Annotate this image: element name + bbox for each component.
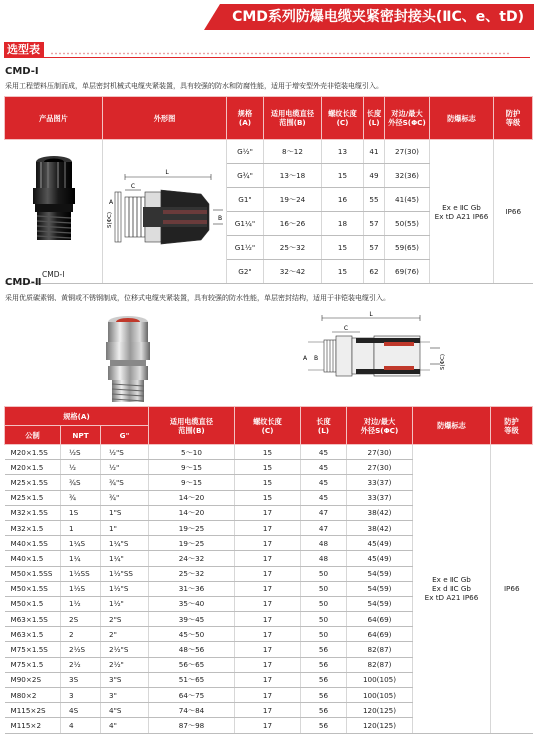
table-cell: 17 xyxy=(235,718,301,733)
table-cell: 1½ xyxy=(61,596,101,611)
table-cell: 18 xyxy=(322,212,364,236)
table-cell: 13～18 xyxy=(264,164,322,188)
table-cell: 48 xyxy=(301,536,347,551)
table-cell: 15 xyxy=(322,236,364,260)
table-cell: 3"S xyxy=(101,672,149,687)
table-cell: 69(76) xyxy=(385,260,430,284)
table-cell: 17 xyxy=(235,596,301,611)
table-cell: 1½" xyxy=(101,596,149,611)
table-cell: ¾"S xyxy=(101,475,149,490)
table-cell: ½S xyxy=(61,445,101,460)
outline-label-s: S(ΦC) xyxy=(107,211,113,228)
table-cell: M50×1.5 xyxy=(5,596,61,611)
outline-label-b: B xyxy=(217,214,223,222)
table-cell: 17 xyxy=(235,688,301,703)
table-cell: 45(49) xyxy=(347,536,413,551)
table-cell: 50(55) xyxy=(385,212,430,236)
table-cell: 120(125) xyxy=(347,703,413,718)
table-cell: 50 xyxy=(301,627,347,642)
table-cell: 41 xyxy=(364,140,385,164)
table-cell: M40×1.5S xyxy=(5,536,61,551)
table-cell: 27(30) xyxy=(347,460,413,475)
cmd1-ex-mark xyxy=(430,140,494,284)
table-cell: 33(37) xyxy=(347,475,413,490)
table-cell: 16 xyxy=(322,188,364,212)
header-ip: 防护 等级 xyxy=(494,97,533,140)
table-cell: 56 xyxy=(301,657,347,672)
page-header xyxy=(0,0,534,32)
table-cell: 54(59) xyxy=(347,596,413,611)
table-cell: 82(87) xyxy=(347,642,413,657)
outline-label-l: L xyxy=(165,168,169,176)
table-cell: 57 xyxy=(364,212,385,236)
cmd2-table-body xyxy=(5,445,533,734)
table-cell: 14～20 xyxy=(149,505,235,520)
table-cell: 1½S xyxy=(61,581,101,596)
table-cell: 50 xyxy=(301,612,347,627)
table-cell: 15 xyxy=(235,460,301,475)
table-cell: 45(49) xyxy=(347,551,413,566)
table-cell: 47 xyxy=(301,505,347,520)
table-cell: 56 xyxy=(301,703,347,718)
table-cell: 55 xyxy=(364,188,385,212)
table-cell: M20×1.5 xyxy=(5,460,61,475)
table-cell: M115×2 xyxy=(5,718,61,733)
table-cell: 82(87) xyxy=(347,657,413,672)
table-cell: 15 xyxy=(322,260,364,284)
table-cell: M75×1.5 xyxy=(5,657,61,672)
table-cell: 17 xyxy=(235,536,301,551)
table-cell: 17 xyxy=(235,627,301,642)
table-cell: 1¼"S xyxy=(101,536,149,551)
table-cell: 100(105) xyxy=(347,688,413,703)
table-cell: 8～12 xyxy=(264,140,322,164)
table-cell: 17 xyxy=(235,551,301,566)
table-cell: 4" xyxy=(101,718,149,733)
outline-label-c: C xyxy=(130,182,136,190)
cmd2-product-photo xyxy=(88,312,168,404)
table-cell: ¾S xyxy=(61,475,101,490)
table-cell: 1½"SS xyxy=(101,566,149,581)
cmd1-description: 采用工程塑料压制而成，单层密封机械式电缆夹紧装置，具有较强的防水和防腐性能，适用于增安型外壳非铠装电缆引入。 xyxy=(5,82,383,90)
table-cell: 47 xyxy=(301,520,347,535)
table-cell: M63×1.5 xyxy=(5,627,61,642)
header-photo: 产品图片 xyxy=(5,97,103,140)
table-cell: 41(45) xyxy=(385,188,430,212)
table-cell: ¾" xyxy=(101,490,149,505)
table-cell: 17 xyxy=(235,672,301,687)
section-header xyxy=(4,42,530,58)
table-cell: 33(37) xyxy=(347,490,413,505)
table-cell: 9～15 xyxy=(149,460,235,475)
table-cell: 14～20 xyxy=(149,490,235,505)
table-cell: 56 xyxy=(301,642,347,657)
table-cell: M80×2 xyxy=(5,688,61,703)
table-cell: 1¼" xyxy=(101,551,149,566)
table-cell: 45 xyxy=(301,445,347,460)
table-cell: 19～25 xyxy=(149,520,235,535)
table-cell: 27(30) xyxy=(385,140,430,164)
ex-mark-line: Ex tD A21 IP66 xyxy=(434,211,489,221)
table-cell: 64～75 xyxy=(149,688,235,703)
header-thread: 规格 (A) xyxy=(227,97,264,140)
table-cell: 17 xyxy=(235,566,301,581)
header-thread-length: 螺纹长度 (C) xyxy=(322,97,364,140)
table-cell: 17 xyxy=(235,657,301,672)
table-cell: 16～26 xyxy=(264,212,322,236)
table-cell: G1" xyxy=(227,188,264,212)
ex-mark-line: Ex e ⅡC Gb xyxy=(432,575,471,585)
table-cell: 56 xyxy=(301,688,347,703)
table-cell: 38(42) xyxy=(347,505,413,520)
header-metric: 公制 xyxy=(5,426,61,445)
table-cell: 17 xyxy=(235,581,301,596)
table-cell: M40×1.5 xyxy=(5,551,61,566)
cmd2-ex-mark xyxy=(413,445,491,734)
cmd1-ip-rating: IP66 xyxy=(494,140,533,284)
table-cell: 87～98 xyxy=(149,718,235,733)
table-cell: 2½" xyxy=(101,657,149,672)
table-cell: 45 xyxy=(301,490,347,505)
page-title: CMD系列防爆电缆夹紧密封接头(ⅡC、e、tD) xyxy=(232,9,524,25)
table-cell: 45 xyxy=(301,460,347,475)
cmd2-ip-rating: IP66 xyxy=(491,445,533,734)
table-cell: 54(59) xyxy=(347,581,413,596)
table-cell: M20×1.5S xyxy=(5,445,61,460)
table-cell: 1"S xyxy=(101,505,149,520)
table-cell: 1½"S xyxy=(101,581,149,596)
header-cable-range: 适用电缆直径 范围(B) xyxy=(149,407,235,445)
table-cell: 15 xyxy=(235,490,301,505)
header-g: G" xyxy=(101,426,149,445)
table-cell: 64(69) xyxy=(347,627,413,642)
table-cell: 3S xyxy=(61,672,101,687)
table-cell: 120(125) xyxy=(347,718,413,733)
header-thread: 规格(A) xyxy=(5,407,149,426)
ex-mark-line: Ex tD A21 IP66 xyxy=(424,593,479,603)
ex-mark-line: Ex e ⅡC Gb xyxy=(442,202,481,212)
table-cell: G½" xyxy=(227,140,264,164)
cmd1-outline-drawing xyxy=(103,142,227,280)
table-cell: 39～45 xyxy=(149,612,235,627)
cmd1-table xyxy=(4,96,533,284)
outline2-label-c: C xyxy=(343,325,349,332)
table-cell: 32(36) xyxy=(385,164,430,188)
outline-label-a: A xyxy=(108,198,114,206)
table-cell: M50×1.5SS xyxy=(5,566,61,581)
cmd2-title: CMD-Ⅱ xyxy=(5,277,42,288)
table-cell: 1 xyxy=(61,520,101,535)
table-cell: 45 xyxy=(301,475,347,490)
table-cell: 56 xyxy=(301,672,347,687)
table-cell: 25～32 xyxy=(264,236,322,260)
cmd1-photo-cell xyxy=(5,140,103,284)
table-cell: 57 xyxy=(364,236,385,260)
table-cell: 35～40 xyxy=(149,596,235,611)
table-cell: 2"S xyxy=(101,612,149,627)
header-ex-mark: 防爆标志 xyxy=(430,97,494,140)
cmd2-table xyxy=(4,406,533,734)
cmd1-outline-cell xyxy=(103,140,227,284)
table-cell: 27(30) xyxy=(347,445,413,460)
table-cell: ¾ xyxy=(61,490,101,505)
outline2-label-a: A xyxy=(302,355,308,362)
cmd1-product-photo xyxy=(5,142,103,280)
table-cell: 50 xyxy=(301,596,347,611)
outline2-label-b: B xyxy=(313,355,319,362)
table-cell: 17 xyxy=(235,505,301,520)
table-cell: 25～32 xyxy=(149,566,235,581)
table-cell: 49 xyxy=(364,164,385,188)
cmd1-photo-label: CMD-Ⅰ xyxy=(42,270,65,279)
table-cell: G1¼" xyxy=(227,212,264,236)
table-cell: 19～24 xyxy=(264,188,322,212)
table-cell: 15 xyxy=(235,475,301,490)
outline2-label-l: L xyxy=(369,311,373,318)
header-cable-range: 适用电缆直径 范围(B) xyxy=(264,97,322,140)
table-cell: 50 xyxy=(301,581,347,596)
table-cell: 5～10 xyxy=(149,445,235,460)
table-cell: G¾" xyxy=(227,164,264,188)
table-cell: 15 xyxy=(235,445,301,460)
header-npt: NPT xyxy=(61,426,101,445)
table-cell: 2½S xyxy=(61,642,101,657)
table-cell: M32×1.5 xyxy=(5,520,61,535)
table-cell: 4S xyxy=(61,703,101,718)
cmd1-title: CMD-Ⅰ xyxy=(5,66,39,77)
table-cell: 1S xyxy=(61,505,101,520)
table-row xyxy=(5,445,533,460)
table-cell: G1½" xyxy=(227,236,264,260)
table-cell: 50 xyxy=(301,566,347,581)
cmd2-outline-drawing xyxy=(300,308,450,400)
table-cell: 32～42 xyxy=(264,260,322,284)
table-cell: 1¼S xyxy=(61,536,101,551)
header-ip: 防护 等级 xyxy=(491,407,533,445)
table-cell: 4"S xyxy=(101,703,149,718)
table-cell: 3 xyxy=(61,688,101,703)
table-cell: 17 xyxy=(235,703,301,718)
table-cell: 1¼ xyxy=(61,551,101,566)
table-cell: 45～50 xyxy=(149,627,235,642)
ex-mark-line: Ex d ⅡC Gb xyxy=(432,584,471,594)
table-cell: 100(105) xyxy=(347,672,413,687)
table-cell: 2½"S xyxy=(101,642,149,657)
header-ex-mark: 防爆标志 xyxy=(413,407,491,445)
header-outline: 外形图 xyxy=(103,97,227,140)
table-cell: 9～15 xyxy=(149,475,235,490)
table-cell: 51～65 xyxy=(149,672,235,687)
table-cell: 19～25 xyxy=(149,536,235,551)
section-label: 选型表 xyxy=(4,42,44,58)
table-cell: 1" xyxy=(101,520,149,535)
table-cell: M63×1.5S xyxy=(5,612,61,627)
header-thread-length: 螺纹长度 (C) xyxy=(235,407,301,445)
outline2-label-s: S(ΦC) xyxy=(440,354,446,370)
table-cell: ½"S xyxy=(101,445,149,460)
header-across-flats: 对边/最大 外径S(ΦC) xyxy=(347,407,413,445)
cmd2-description: 采用优质碳素钢、黄铜或不锈钢制成，位移式电缆夹紧装置，具有较强的防水性能，单层密封结构，适用于非铠装电缆引入。 xyxy=(5,294,390,302)
table-cell: 17 xyxy=(235,612,301,627)
table-cell: 2S xyxy=(61,612,101,627)
table-cell: 62 xyxy=(364,260,385,284)
table-cell: 48～56 xyxy=(149,642,235,657)
table-cell: 24～32 xyxy=(149,551,235,566)
table-cell: 54(59) xyxy=(347,566,413,581)
table-cell: 59(65) xyxy=(385,236,430,260)
table-cell: 3" xyxy=(101,688,149,703)
table-cell: 13 xyxy=(322,140,364,164)
table-cell: 17 xyxy=(235,520,301,535)
table-cell: 2 xyxy=(61,627,101,642)
table-cell: M25×1.5S xyxy=(5,475,61,490)
table-cell: 2½ xyxy=(61,657,101,672)
table-cell: 56～65 xyxy=(149,657,235,672)
table-cell: 15 xyxy=(322,164,364,188)
table-cell: 38(42) xyxy=(347,520,413,535)
table-cell: M50×1.5S xyxy=(5,581,61,596)
table-cell: M90×2S xyxy=(5,672,61,687)
table-cell: 4 xyxy=(61,718,101,733)
table-cell: M75×1.5S xyxy=(5,642,61,657)
table-cell: 1½SS xyxy=(61,566,101,581)
table-cell: 31～36 xyxy=(149,581,235,596)
table-cell: G2" xyxy=(227,260,264,284)
table-cell: M115×2S xyxy=(5,703,61,718)
table-cell: 48 xyxy=(301,551,347,566)
header-length: 长度 (L) xyxy=(301,407,347,445)
table-cell: 2" xyxy=(101,627,149,642)
table-cell: ½" xyxy=(101,460,149,475)
header-length: 长度 (L) xyxy=(364,97,385,140)
table-cell: M25×1.5 xyxy=(5,490,61,505)
table-cell: 56 xyxy=(301,718,347,733)
header-across-flats: 对边/最大 外径S(ΦC) xyxy=(385,97,430,140)
table-cell: 74～84 xyxy=(149,703,235,718)
table-cell: 64(69) xyxy=(347,612,413,627)
table-cell: ½ xyxy=(61,460,101,475)
table-cell: M32×1.5S xyxy=(5,505,61,520)
table-cell: 17 xyxy=(235,642,301,657)
